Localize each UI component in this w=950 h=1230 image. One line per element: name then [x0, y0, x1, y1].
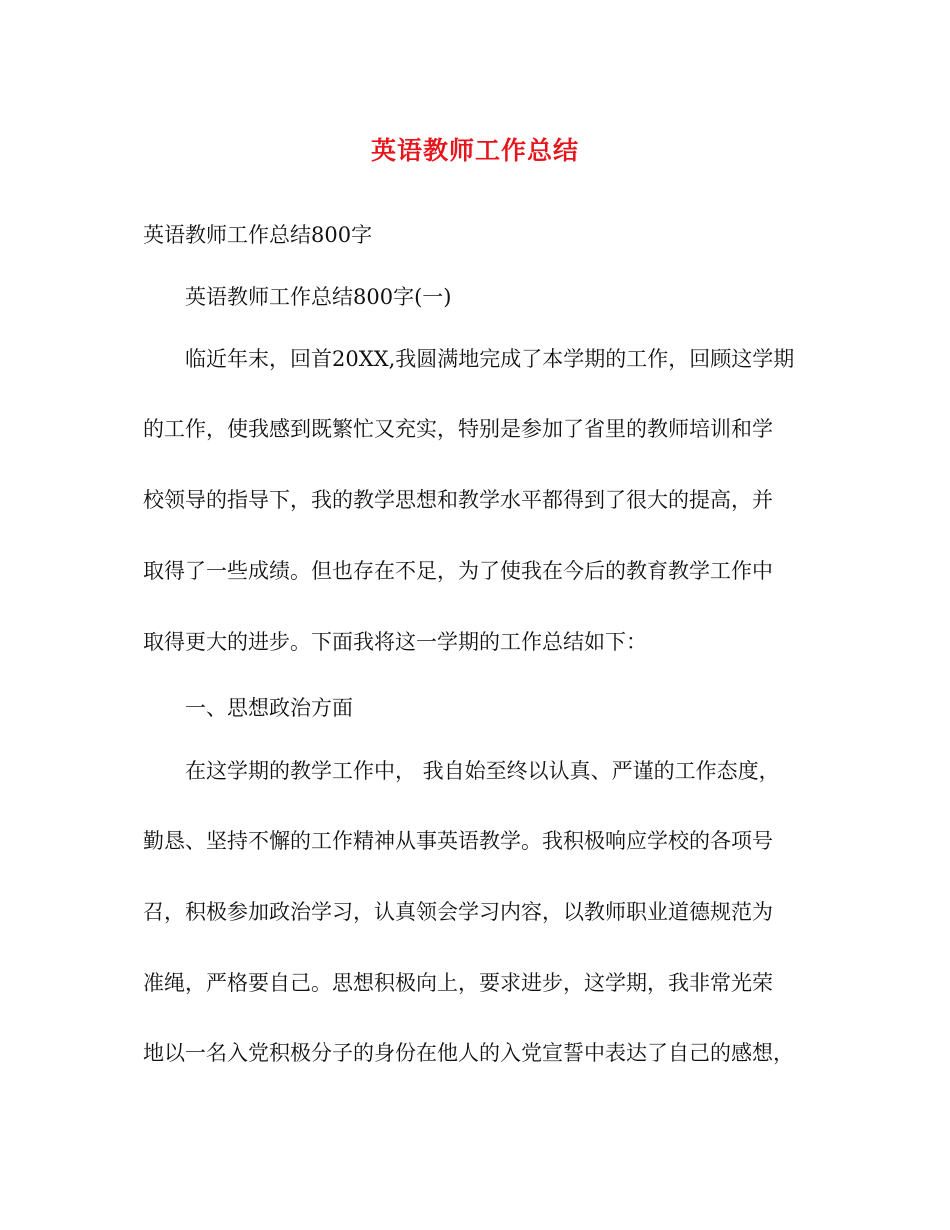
paragraph-line: 取得了一些成绩。但也存在不足，为了使我在今后的教育教学工作中: [143, 559, 773, 583]
paragraph-line: 的工作，使我感到既繁忙又充实，特别是参加了省里的教师培训和学: [143, 417, 773, 441]
paragraph-line: 校领导的指导下，我的教学思想和教学水平都得到了很大的提高，并: [143, 488, 773, 512]
paragraph-line: 召，积极参加政治学习，认真领会学习内容，以教师职业道德规范为: [143, 900, 773, 924]
paragraph-line: 准绳，严格要自己。思想积极向上，要求进步，这学期，我非常光荣: [143, 971, 773, 995]
document-subtitle: 英语教师工作总结800字: [143, 223, 373, 247]
paragraph-line: 在这学期的教学工作中， 我自始至终以认真、严谨的工作态度，: [185, 759, 780, 783]
paragraph-line: 临近年末，回首20XX,我圆满地完成了本学期的工作，回顾这学期: [185, 347, 795, 371]
section-heading: 英语教师工作总结800字(一): [185, 285, 452, 309]
paragraph-line: 勤恳、坚持不懈的工作精神从事英语教学。我积极响应学校的各项号: [143, 829, 773, 853]
section-heading: 一、思想政治方面: [185, 696, 353, 720]
paragraph-line: 取得更大的进步。下面我将这一学期的工作总结如下：: [143, 630, 647, 654]
paragraph-line: 地以一名入党积极分子的身份在他人的入党宣誓中表达了自己的感想，: [143, 1041, 794, 1065]
document-title: 英语教师工作总结: [370, 136, 579, 165]
